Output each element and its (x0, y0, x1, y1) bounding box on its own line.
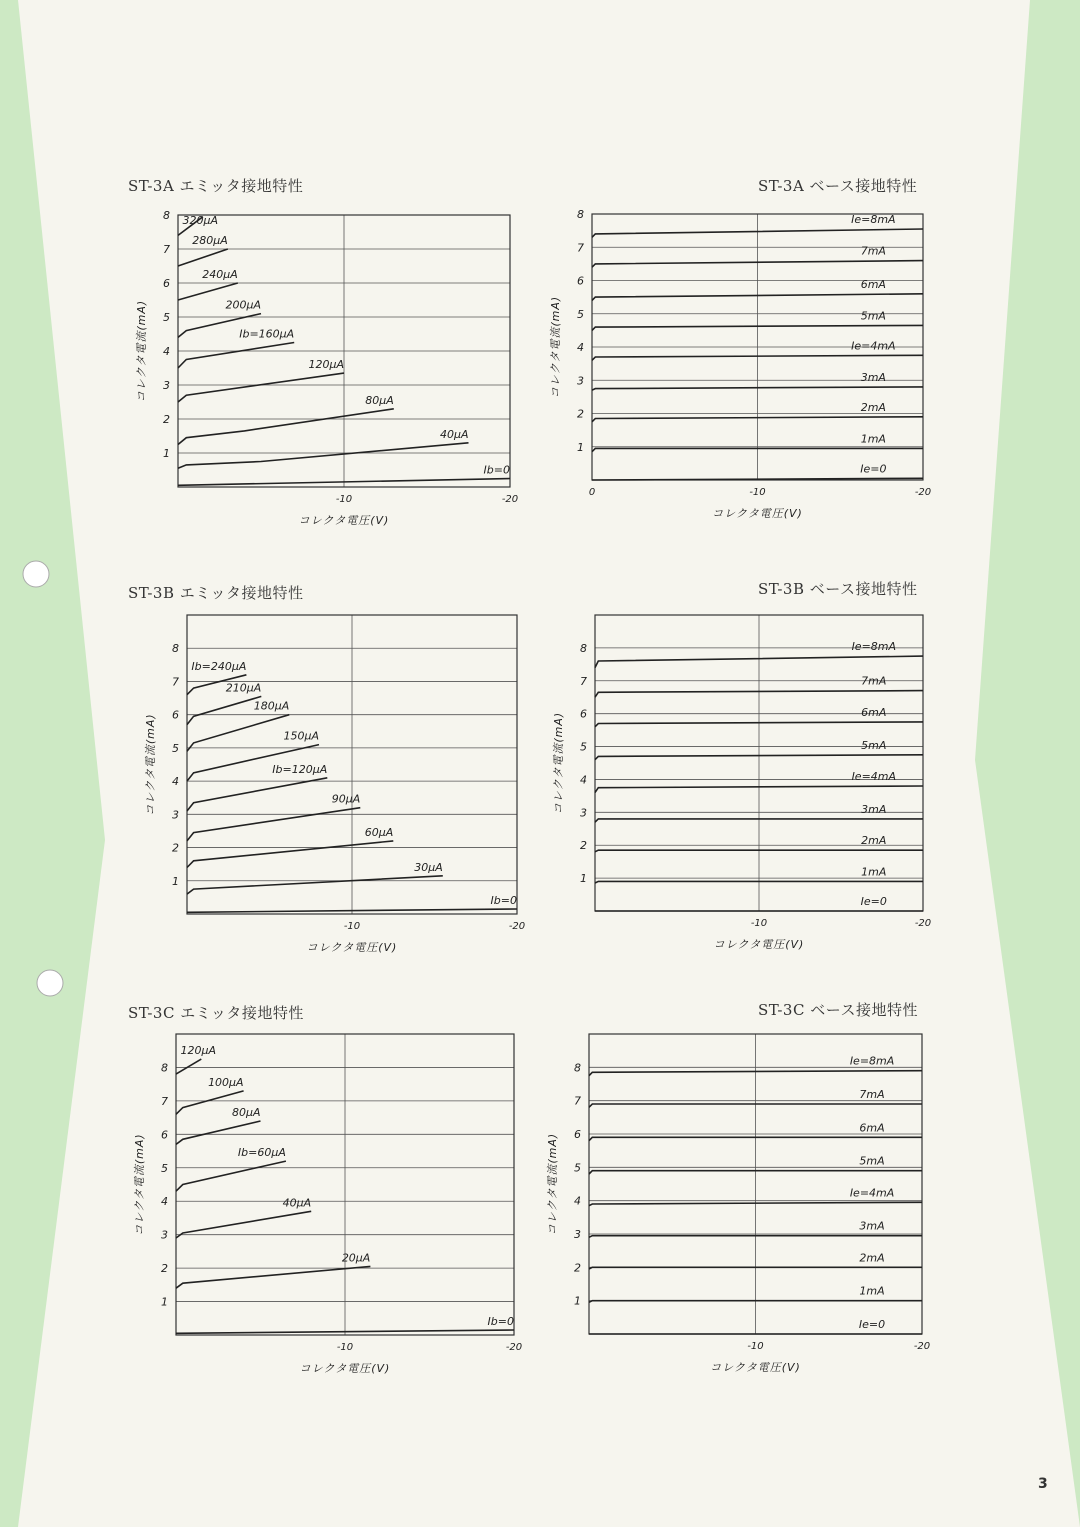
y-tick-label: 8 (580, 641, 587, 655)
curve-label: Ib=0 (487, 1314, 514, 1328)
x-axis-label: コレクタ電圧(V) (306, 941, 398, 954)
curve-label: Ie=8mA (849, 1054, 895, 1068)
y-axis-label: コレクタ電流(mA) (144, 713, 157, 816)
curve-label: 3mA (860, 370, 886, 384)
y-tick-label: 7 (161, 1094, 168, 1108)
curve-label: 280μA (192, 234, 228, 247)
y-axis-label: コレクタ電流(mA) (135, 299, 148, 403)
curve-label: Ie=0 (860, 895, 887, 908)
y-axis-label: コレクタ電流(mA) (552, 711, 565, 815)
curve-label: 120μA (308, 358, 344, 372)
curve-label: 2mA (860, 400, 886, 414)
y-tick-label: 7 (163, 243, 170, 256)
y-tick-label: 3 (161, 1228, 168, 1242)
curve-label: 40μA (282, 1196, 312, 1210)
curve-label: 2mA (859, 1251, 885, 1265)
curve-label: 6mA (859, 1121, 885, 1135)
x-tick-label: -20 (914, 487, 932, 498)
x-tick-label: -10 (336, 1342, 354, 1353)
curve-label: 6mA (860, 277, 886, 291)
y-tick-label: 3 (163, 379, 170, 392)
y-tick-label: 6 (172, 708, 179, 722)
x-axis-label: コレクタ電圧(V) (713, 938, 805, 951)
curve-label: 1mA (859, 1284, 885, 1298)
y-tick-label: 2 (574, 1261, 581, 1275)
y-tick-label: 1 (163, 447, 170, 460)
y-tick-label: 1 (577, 440, 584, 454)
y-tick-label: 4 (172, 775, 179, 789)
curve-label: Ib=240μA (191, 659, 247, 673)
y-tick-label: 7 (580, 674, 587, 688)
chart-title: ST-3C ベース接地特性 (758, 1001, 918, 1019)
chart-title: ST-3B ベース接地特性 (758, 580, 918, 598)
y-axis-label: コレクタ電流(mA) (133, 1133, 146, 1236)
curve-label: 120μA (180, 1044, 216, 1058)
y-tick-label: 8 (163, 209, 170, 222)
curve-label: 7mA (861, 674, 887, 688)
curve-label: 40μA (439, 427, 469, 441)
curve-label: 80μA (231, 1105, 261, 1119)
curve-label: Ib=120μA (272, 762, 328, 776)
curve-label: Ie=0 (860, 462, 887, 476)
page-number: 3 (1038, 1476, 1048, 1492)
y-tick-label: 2 (161, 1262, 168, 1276)
curve-label: Ie=4mA (851, 770, 897, 784)
y-tick-label: 6 (580, 707, 587, 721)
y-tick-label: 4 (161, 1195, 168, 1209)
curve-label: 60μA (364, 825, 394, 839)
y-tick-label: 6 (574, 1128, 581, 1141)
x-tick-label: -10 (335, 494, 353, 505)
curve-label: 210μA (225, 681, 262, 695)
y-tick-label: 3 (172, 808, 179, 822)
curve-label: Ie=0 (858, 1318, 886, 1331)
chart-title: ST-3A エミッタ接地特性 (128, 177, 304, 195)
curve-label: 1mA (860, 432, 886, 446)
x-tick-label: -10 (749, 487, 766, 498)
curve-label: 3mA (861, 802, 887, 816)
y-tick-label: 1 (172, 874, 179, 888)
curve-label: 240μA (202, 268, 238, 281)
y-tick-label: 2 (163, 413, 170, 426)
curve-label: 90μA (331, 792, 361, 806)
y-tick-label: 2 (580, 839, 587, 853)
y-tick-label: 8 (577, 208, 584, 221)
x-tick-label: 0 (588, 487, 596, 498)
y-tick-label: 5 (172, 741, 179, 755)
chart-title: ST-3A ベース接地特性 (758, 177, 918, 195)
curve-label: 1mA (861, 865, 887, 879)
y-tick-label: 5 (577, 307, 584, 321)
y-tick-label: 1 (574, 1294, 581, 1308)
curve-label: 5mA (859, 1154, 885, 1168)
x-tick-label: -10 (343, 921, 361, 932)
y-axis-label: コレクタ電流(mA) (549, 295, 562, 399)
y-tick-label: 6 (161, 1128, 168, 1142)
y-tick-label: 1 (161, 1295, 168, 1309)
y-tick-label: 8 (172, 642, 179, 656)
y-tick-label: 3 (574, 1228, 581, 1241)
curve-label: 80μA (365, 393, 394, 407)
x-tick-label: -20 (505, 1342, 523, 1353)
curve-label: 2mA (861, 834, 887, 848)
x-tick-label: -20 (501, 494, 519, 505)
y-tick-label: 4 (163, 345, 170, 358)
x-axis-label: コレクタ電圧(V) (298, 514, 390, 527)
x-tick-label: -10 (747, 1341, 764, 1352)
curve-label: Ib=60μA (237, 1146, 286, 1160)
y-tick-label: 6 (577, 274, 584, 288)
curve-label: Ib=0 (483, 463, 510, 477)
curve-label: 5mA (860, 309, 886, 323)
curve-label: 5mA (861, 738, 887, 752)
x-axis-label: コレクタ電圧(V) (299, 1362, 391, 1375)
curve-label: 320μA (182, 214, 218, 227)
curve-label: Ie=8mA (851, 213, 896, 226)
curve-label: 7mA (859, 1088, 885, 1101)
curve-label: 20μA (341, 1251, 371, 1265)
x-axis-label: コレクタ電圧(V) (712, 507, 803, 520)
y-tick-label: 3 (577, 374, 584, 388)
y-tick-label: 6 (163, 277, 170, 290)
y-tick-label: 8 (574, 1061, 581, 1075)
curve-label: 7mA (860, 244, 886, 258)
y-tick-label: 5 (580, 740, 587, 754)
curve-label: 30μA (414, 860, 443, 874)
y-tick-label: 2 (172, 841, 179, 855)
curve-label: 180μA (253, 699, 290, 713)
x-axis-label: コレクタ電圧(V) (710, 1361, 801, 1374)
y-tick-label: 8 (161, 1061, 168, 1075)
y-tick-label: 2 (577, 407, 584, 421)
curve-label: 6mA (861, 705, 887, 719)
y-axis-label: コレクタ電流(mA) (546, 1132, 559, 1236)
curve-label: Ie=4mA (851, 339, 896, 353)
y-tick-label: 7 (574, 1094, 581, 1108)
curve-label: 100μA (208, 1075, 244, 1089)
curve-label: 150μA (283, 729, 319, 743)
curve-label: 3mA (859, 1219, 885, 1233)
x-tick-label: -20 (508, 921, 526, 932)
chart-title: ST-3B エミッタ接地特性 (128, 584, 304, 602)
curve-label: 200μA (225, 298, 261, 312)
y-tick-label: 4 (574, 1194, 581, 1208)
curve-label: Ie=8mA (851, 640, 897, 654)
x-tick-label: -10 (750, 918, 768, 929)
y-tick-label: 5 (574, 1161, 581, 1175)
y-tick-label: 5 (161, 1161, 168, 1175)
curve-label: Ib=160μA (239, 327, 295, 341)
y-tick-label: 1 (580, 872, 587, 886)
x-tick-label: -20 (913, 1341, 931, 1352)
y-tick-label: 7 (172, 675, 179, 689)
curve-label: Ie=4mA (849, 1186, 895, 1200)
curve-label: Ib=0 (490, 894, 517, 908)
x-tick-label: -20 (914, 918, 932, 929)
chart-title: ST-3C エミッタ接地特性 (128, 1004, 304, 1022)
y-tick-label: 5 (163, 311, 170, 324)
y-tick-label: 4 (577, 341, 584, 354)
y-tick-label: 4 (580, 773, 587, 787)
y-tick-label: 3 (580, 806, 587, 820)
y-tick-label: 7 (577, 241, 584, 255)
